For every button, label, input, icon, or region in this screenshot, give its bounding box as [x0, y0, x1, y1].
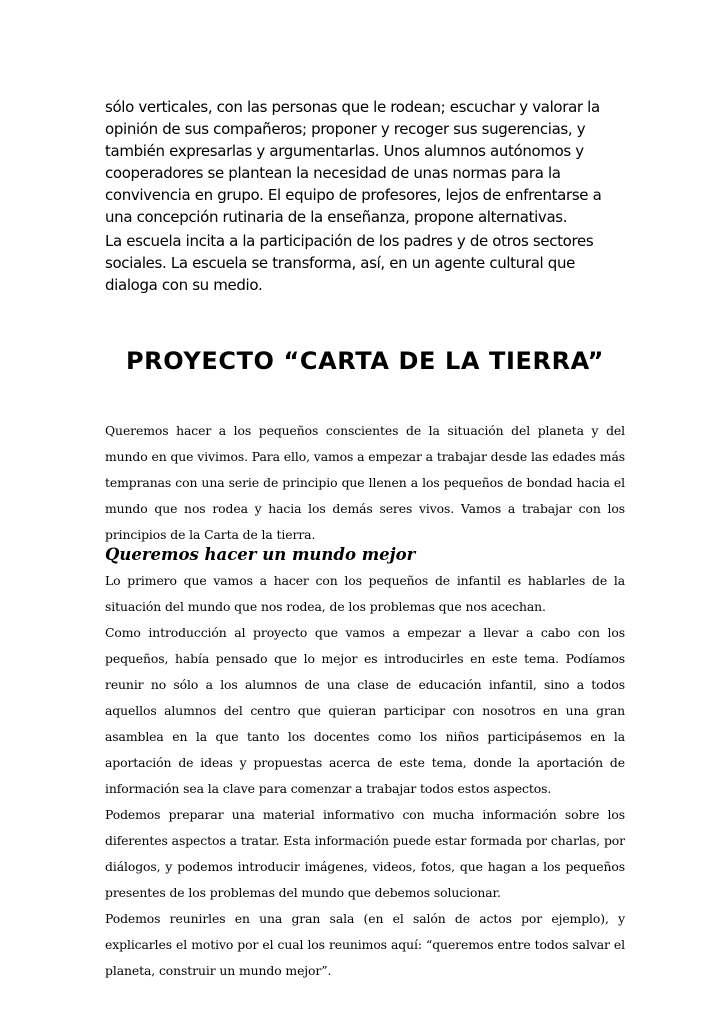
- intro-paragraph-2: La escuela incita a la participación de los padres y de otros sectores sociales. La escuela se transforma, así, en un agente cultural que dialoga con su medio.: [105, 232, 594, 294]
- section-paragraph-2: Como introducción al proyecto que vamos a empezar a llevar a cabo con los pequeños, había pensado que lo mejor es introducirles en este tema. Podíamos reunir no sólo a los alumnos de una clase de educación infantil, sino a todos aquellos alumnos del centro que quieran participar con nosotros en una gran asamblea en la que tanto los docentes como los niños participásemos en la aportación de ideas y propuestas acerca de este tema, donde la aportación de información sea la clave para comenzar a trabajar todos estos aspectos.: [105, 625, 625, 796]
- section-paragraph-1: Lo primero que vamos a hacer con los pequeños de infantil es hablarles de la situación del mundo que nos rodea, de los problemas que nos acechan.: [105, 573, 625, 614]
- section-paragraph-4: Podemos reunirles en una gran sala (en el salón de actos por ejemplo), y explicarles el motivo por el cual los reunimos aquí: “queremos entre todos salvar el planeta, construir un mundo mejor”.: [105, 911, 625, 978]
- section-heading: Queremos hacer un mundo mejor: [105, 545, 416, 564]
- project-title: PROYECTO “CARTA DE LA TIERRA”: [125, 347, 605, 375]
- intro-paragraph-1: sólo verticales, con las personas que le rodean; escuchar y valorar la opinión de sus compañeros; proponer y recoger sus sugerencias, y también expresarlas y argumentarlas. Unos alumnos autónomos y cooperadores se plantean la necesidad de unas normas para la convivencia en grupo. El equipo de profesores, lejos de enfrentarse a una concepción rutinaria de la enseñanza, propone alternativas.: [105, 98, 602, 226]
- section-body: [105, 568, 625, 984]
- project-paragraph-1: Queremos hacer a los pequeños conscientes de la situación del planeta y del mundo en que vivimos. Para ello, vamos a empezar a trabajar desde las edades más tempranas con una serie de principio que llenen a los pequeños de bondad hacia el mundo que nos rodea y hacia los demás seres vivos. Vamos a trabajar con los principios de la Carta de la tierra.: [105, 423, 625, 542]
- section-paragraph-3: Podemos preparar una material informativo con mucha información sobre los diferentes aspectos a tratar. Esta información puede estar formada por charlas, por diálogos, y podemos introducir imágenes, videos, fotos, que hagan a los pequeños presentes de los problemas del mundo que debemos solucionar.: [105, 807, 625, 900]
